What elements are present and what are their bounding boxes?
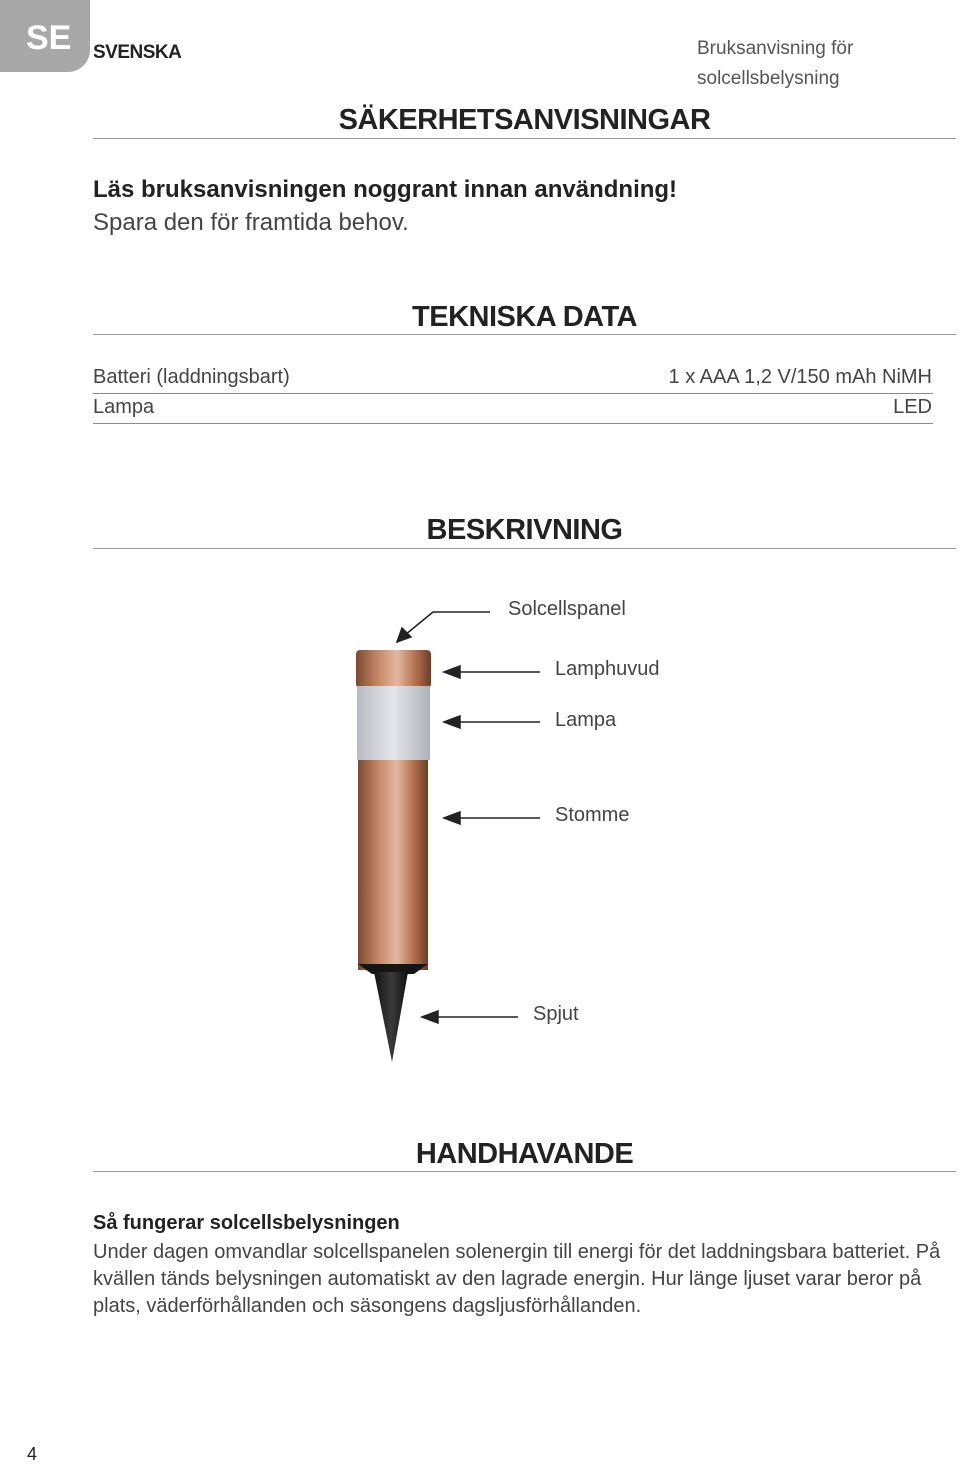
tech-divider <box>93 334 956 335</box>
label-lamp-head: Lamphuvud <box>555 658 660 680</box>
lamp-body <box>358 760 428 970</box>
language-tab: SE <box>0 0 90 72</box>
spec-value-lamp: LED <box>893 396 932 418</box>
document-title-line-2: solcellsbelysning <box>697 68 840 89</box>
operation-title: HANDHAVANDE <box>415 1138 634 1170</box>
solar-light-figure <box>0 580 960 1080</box>
safety-divider <box>93 138 956 139</box>
spec-label-battery: Batteri (laddningsbart) <box>93 366 290 388</box>
label-body: Stomme <box>555 804 630 826</box>
spec-table-bottom <box>93 423 933 424</box>
spec-row-divider <box>93 393 933 394</box>
operation-subtitle: Så fungerar solcellsbelysningen <box>93 1212 400 1234</box>
lamp-diffuser <box>357 686 430 760</box>
language-name: SVENSKA <box>93 42 182 63</box>
safety-title: SÄKERHETSANVISNINGAR <box>338 104 711 136</box>
lamp-head <box>356 650 431 688</box>
description-divider <box>93 548 956 549</box>
label-solar-panel: Solcellspanel <box>508 598 626 620</box>
label-lamp: Lampa <box>555 709 617 731</box>
page-number: 4 <box>27 1444 38 1464</box>
label-spike: Spjut <box>533 1003 579 1025</box>
operation-text: Under dagen omvandlar solcellspanelen solenergin till energi för det laddningsbara batteriet. På kvällen tänds belysningen automatiskt av den lagrade energin. Hur länge ljuset varar beror på plats, väderförhållanden och säsongens dagsljusförhållanden. <box>93 1241 941 1317</box>
spec-label-lamp: Lampa <box>93 396 155 418</box>
tech-title: TEKNISKA DATA <box>412 301 637 333</box>
operation-divider <box>93 1171 956 1172</box>
document-title <box>697 34 937 94</box>
safety-warning-bold: Läs bruksanvisningen noggrant innan användning! <box>93 176 678 203</box>
spec-value-battery: 1 x AAA 1,2 V/150 mAh NiMH <box>668 366 932 388</box>
description-title: BESKRIVNING <box>426 514 623 546</box>
lamp-spike <box>374 972 408 1062</box>
safety-warning-normal: Spara den för framtida behov. <box>93 209 409 236</box>
document-title-line-1: Bruksanvisning för <box>697 38 854 59</box>
